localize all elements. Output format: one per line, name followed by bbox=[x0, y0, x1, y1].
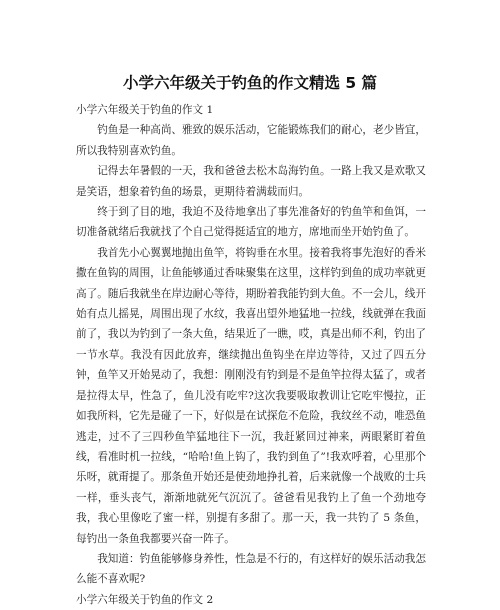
paragraph: 我知道：钓鱼能够修身养性，性急是不行的，有这样好的娱乐活动我怎么能不喜欢呢? bbox=[76, 552, 426, 586]
document-title: 小学六年级关于钓鱼的作文精选 5 篇 bbox=[122, 74, 378, 92]
section-subtitle: 小学六年级关于钓鱼的作文 2 bbox=[76, 593, 214, 606]
paragraph: 终于到了目的地，我迫不及待地拿出了事先准备好的钓鱼竿和鱼饵，一切准备就绪后我就找了个自己觉得挺适宜的地方，席地而坐开始钓鱼了。 bbox=[76, 206, 426, 239]
document-body bbox=[76, 100, 426, 610]
section-subtitle: 小学六年级关于钓鱼的作文 1 bbox=[76, 104, 214, 116]
paragraph: 记得去年暑假的一天，我和爸爸去松木岛海钓鱼。一路上我又是欢歌又是笑语，想象着钓鱼的场景，更期待着满载而归。 bbox=[76, 165, 426, 198]
paragraph: 钓鱼是一种高尚、雅致的娱乐活动，它能锻炼我们的耐心，老少皆宜，所以我特别喜欢钓鱼。 bbox=[76, 124, 426, 157]
paragraph: 我首先小心翼翼地抛出鱼竿，将钩垂在水里。接着我将事先泡好的香米撒在鱼钩的周围，让鱼能够通过香味聚集在这里，这样钓到鱼的成功率就更高了。随后我就坐在岸边耐心等待，期盼着我能钓到大鱼。不一会儿，线开始有点儿摇晃，周围出现了水纹，我喜出望外地猛地一拉线，线就弹在我面前了，我以为钓到了一条大鱼，结果近了一瞧，哎，真是出师不利，钓出了一节水草。我没有因此放弃，继续抛出鱼钩坐在岸边等待，又过了四五分钟，鱼竿又开始晃动了，我想：刚刚没有钓到是不是鱼竿拉得太猛了，或者是拉得太早，性急了，鱼儿没有吃牢?这次我要吸取教训让它吃牢慢拉，正如我所料，它先是碰了一下，好似是在试探危不危险，我纹丝不动，唯恐鱼逃走，过不了三四秒鱼竿猛地往下一沉，我赶紧回过神来，两眼紧盯着鱼线，看准时机一拉线，“哈哈!鱼上钩了，我钓到鱼了”!我欢呼着，心里那个乐呀，就甭提了。那条鱼开始还是使劲地挣扎着，后来就像一个战败的士兵一样，垂头丧气，渐渐地就死气沉沉了。爸爸看见我钓上了鱼一个劲地夸我，我心里像吃了蜜一样，别提有多甜了。那一天，我一共钓了 5 条鱼，每钓出一条鱼我都要兴奋一阵子。 bbox=[76, 246, 426, 545]
